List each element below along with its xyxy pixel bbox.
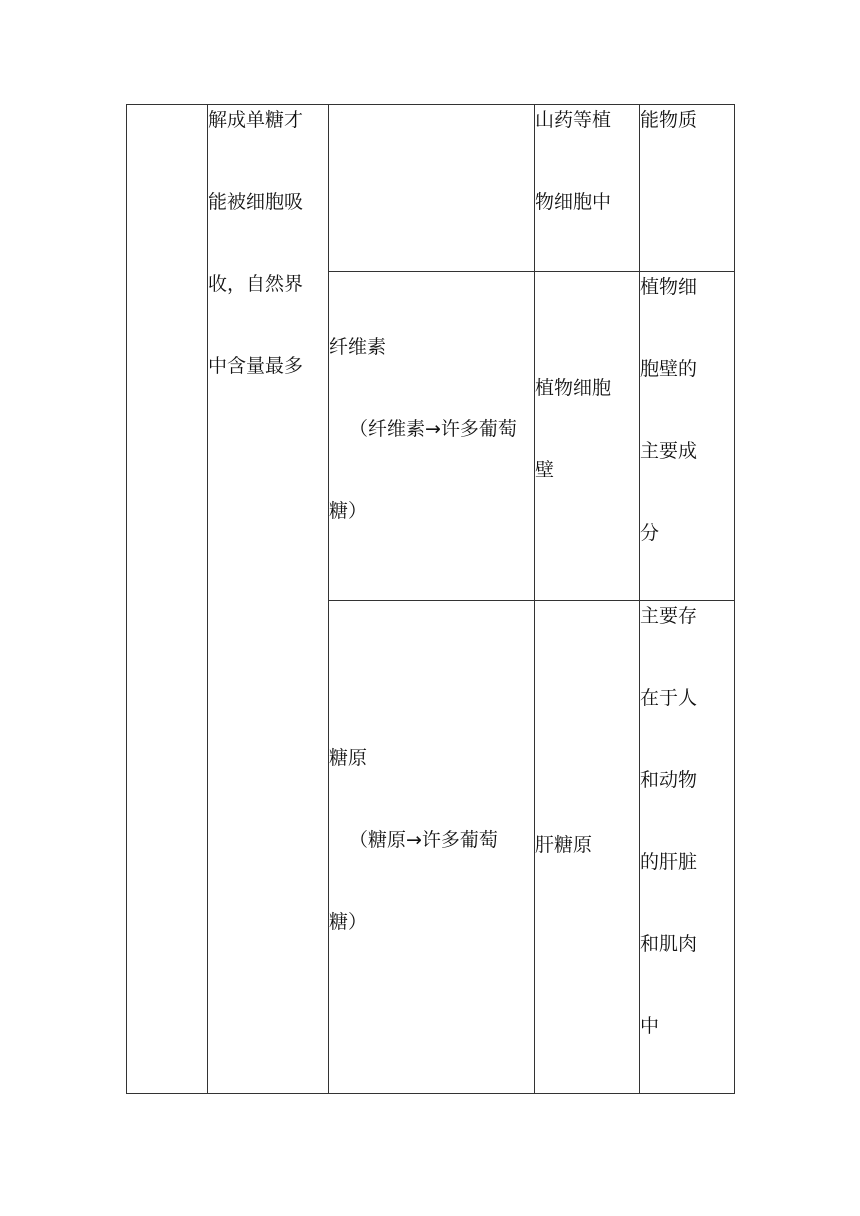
function-line: 在于人 [640,687,698,709]
function-line: 能物质 [640,109,698,131]
function-cell [640,105,735,272]
location-cell [535,272,640,601]
function-line: 分 [640,522,660,544]
description-line: 能被细胞吸 [208,191,304,213]
location-cell [535,105,640,272]
name-cell [329,105,535,272]
name-cell [329,601,535,1094]
description-line: 收，自然界 [208,273,304,295]
category-cell [127,105,208,1094]
name-line: 糖） [329,500,368,522]
function-line: 主要存 [640,605,698,627]
location-line: 壁 [535,459,555,481]
function-line: 和动物 [640,769,698,791]
function-cell [640,601,735,1094]
name-line: （糖原→许多葡萄 [349,829,498,851]
name-line: 糖） [329,911,368,933]
function-cell [640,272,735,601]
function-line: 胞壁的 [640,358,698,380]
location-cell [535,601,640,1094]
function-line: 植物细 [640,276,698,298]
location-line: 山药等植 [535,109,612,131]
description-line: 中含量最多 [208,355,304,377]
function-line: 和肌肉 [640,933,698,955]
description-cell [208,105,329,1094]
name-cell [329,272,535,601]
table-row [127,105,735,272]
location-line: 物细胞中 [535,191,612,213]
name-line: （纤维素→许多葡萄 [349,418,517,440]
name-line: 糖原 [329,747,368,769]
function-line: 的肝脏 [640,851,698,873]
location-line: 植物细胞 [535,377,612,399]
function-line: 主要成 [640,440,698,462]
polysaccharide-table [126,104,735,1094]
location-line: 肝糖原 [535,834,593,856]
description-line: 解成单糖才 [208,109,304,131]
function-line: 中 [640,1015,660,1037]
name-line: 纤维素 [329,336,387,358]
